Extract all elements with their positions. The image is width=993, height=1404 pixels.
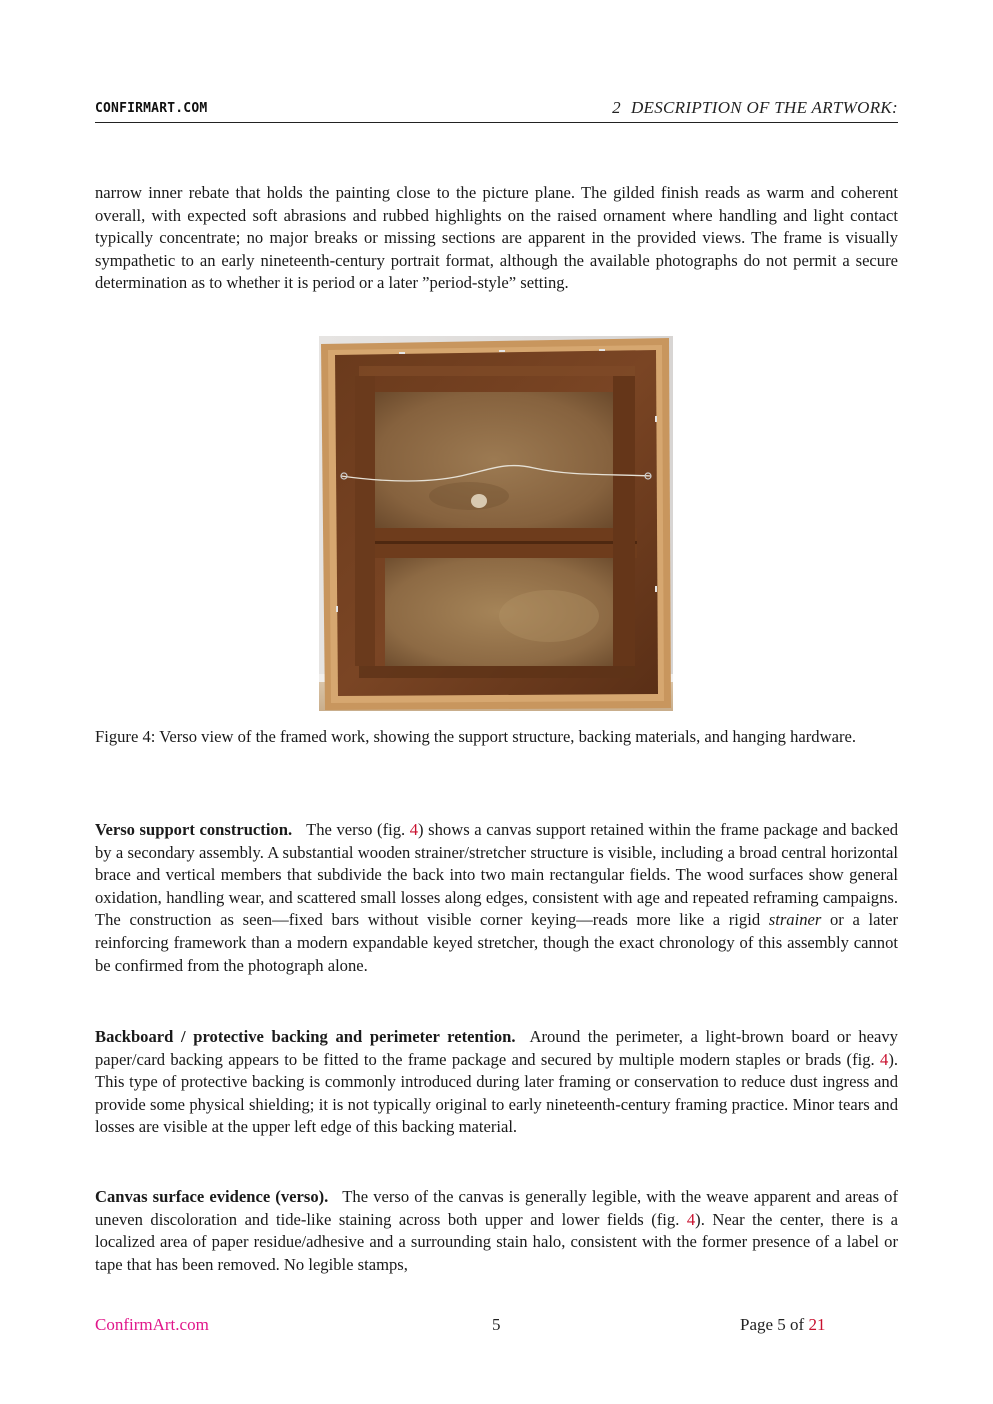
italic-term: strainer [768, 910, 822, 930]
verso-photo [319, 336, 673, 711]
page-header [95, 98, 898, 123]
paragraph-text: The verso (fig. [306, 820, 410, 839]
section-number: 2 [612, 98, 621, 117]
total-pages-link[interactable]: 21 [808, 1315, 826, 1334]
figure-reference-link[interactable]: 4 [880, 1049, 889, 1069]
footer-page-of [740, 1315, 825, 1335]
footer-page-number: 5 [492, 1315, 501, 1334]
page-footer [95, 1315, 898, 1339]
figure-reference-link[interactable]: 4 [686, 1209, 696, 1229]
paragraph-text: The verso of the canvas is generally legible, with the weave apparent and areas of uneven discoloration and tide-like staining across both upper and lower fields (fig. [95, 1187, 898, 1229]
section-heading: Verso support construction. [95, 820, 293, 839]
intro-paragraph: narrow inner rebate that holds the painting close to the picture plane. The gilded finish reads as warm and coherent overall, with expected soft abrasions and rubbed highlights on the raised ornament where handling and light contact typically concentrate; no major breaks or missing sections are apparent in the provided views. The frame is visually sympathetic to an early nineteenth-century portrait format, although the available photographs do not permit a secure determination as to whether it is period or a later ”period-style” setting. [95, 183, 898, 293]
running-section-title [612, 98, 898, 118]
figure-reference-link[interactable]: 4 [409, 820, 419, 839]
section-canvas-surface [95, 1186, 898, 1276]
paragraph-text: ) shows a canvas support retained within the frame package and backed by a secondary assembly. A substantial wooden strainer/stretcher structure is visible, including a broad central horizontal brace and vertical members that subdivide the back into two main rectangular fields. The wood surfaces show general oxidation, handling wear, and scattered small losses along edges, consistent with age and repeated reframing campaigns. The construction as seen—fixed bars without visible corner keying—reads more like a rigid [95, 820, 899, 930]
paragraph-text: ). Near the center, there is a localized area of paper residue/adhesive and a surrounding stain halo, consistent with the former presence of a label or tape that has been removed. No legible stamps, [95, 1209, 898, 1274]
paragraph-text: Around the perimeter, a light-brown board or heavy paper/card backing appears to be fitted to the frame package and secured by multiple modern staples or brads (fig. [95, 1027, 898, 1069]
figure-label: Figure 4: [95, 727, 156, 746]
section-title-text: DESCRIPTION OF THE ARTWORK: [630, 98, 898, 117]
section-heading: Canvas surface evidence (verso). [95, 1187, 329, 1206]
footer-site-link[interactable]: ConfirmArt.com [95, 1315, 209, 1334]
figure-caption [95, 726, 898, 749]
site-logo: CONFIRMART.COM [95, 101, 208, 116]
paragraph-text: ). This type of protective backing is commonly introduced during later framing or conservation to reduce dust ingress and provide some physical shielding; it is not typically original to early nineteenth-century framing practice. Minor tears and losses are visible at the upper left edge of this backing material. [95, 1049, 898, 1137]
section-heading: Backboard / protective backing and perimeter retention. [95, 1027, 516, 1046]
paragraph-text: or a later reinforcing framework than a modern expandable keyed stretcher, though the exact chronology of this assembly cannot be confirmed from the photograph alone. [95, 910, 898, 975]
verso-photo-drawing [319, 336, 673, 711]
figure-caption-text: Verso view of the framed work, showing the support structure, backing materials, and hanging hardware. [159, 727, 856, 746]
page-of-text: Page 5 of [740, 1315, 809, 1334]
section-backboard [95, 1026, 898, 1139]
section-verso-support [95, 819, 898, 977]
